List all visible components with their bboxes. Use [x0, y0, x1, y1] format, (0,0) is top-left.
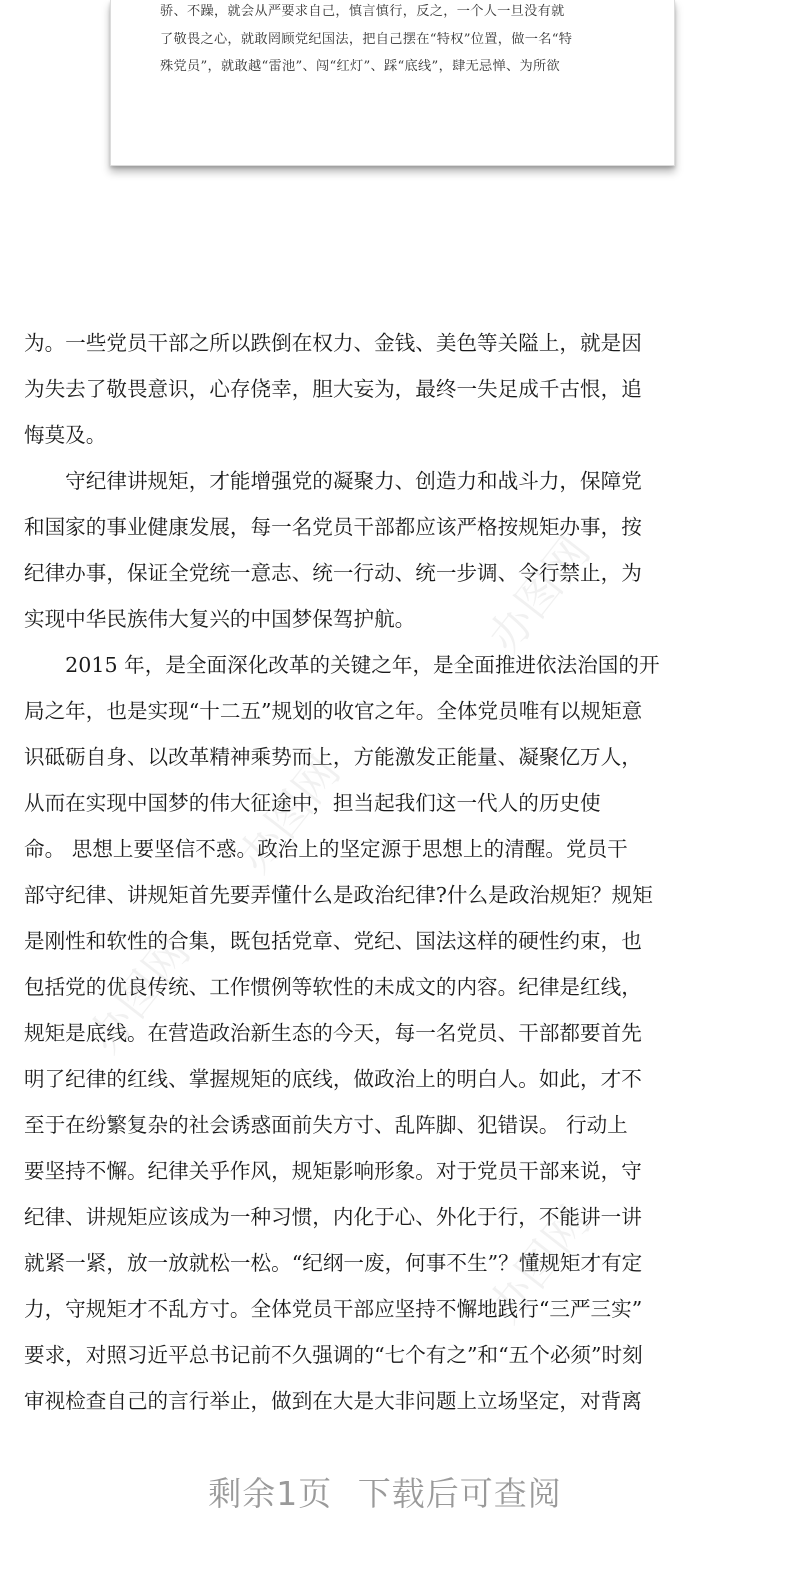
body-line: 纪律、讲规矩应该成为一种习惯，内化于心、外化于行，不能讲一讲: [24, 1205, 642, 1229]
watermark-logo: 办图网: [478, 1197, 601, 1333]
body-line: 至于在纷繁复杂的社会诱惑面前失方寸、乱阵脚、犯错误。 行动上: [24, 1113, 628, 1137]
body-line: 从而在实现中国梦的伟大征途中，担当起我们这一代人的历史使: [24, 791, 601, 815]
body-line: 规矩是底线。在营造政治新生态的今天，每一名党员、干部都要首先: [24, 1021, 642, 1045]
body-line: 为失去了敬畏意识，心存侥幸，胆大妄为，最终一失足成千古恨，追: [24, 377, 642, 401]
body-line: 识砥砺自身、以改革精神乘势而上，方能激发正能量、凝聚亿万人，: [24, 745, 642, 769]
body-line: 局之年，也是实现“十二五”规划的收官之年。全体党员唯有以规矩意: [24, 699, 643, 723]
document-body: [24, 320, 769, 1424]
body-line: 为。一些党员干部之所以跌倒在权力、金钱、美色等关隘上，就是因: [24, 331, 642, 355]
body-line: 审视检查自己的言行举止，做到在大是大非问题上立场坚定，对背离: [24, 1389, 642, 1413]
body-line: 明了纪律的红线、掌握规矩的底线，做政治上的明白人。如此，才不: [24, 1067, 642, 1091]
body-line: 守纪律讲规矩，才能增强党的凝聚力、创造力和战斗力，保障党: [24, 469, 642, 493]
preview-text-line: 殊党员”，就敢越“雷池”、闯“红灯”、踩“底线”，肆无忌惮、为所欲: [160, 59, 560, 74]
body-line: 和国家的事业健康发展，每一名党员干部都应该严格按规矩办事，按: [24, 515, 642, 539]
watermark-logo: 办图网: [478, 527, 601, 663]
watermark-logo: 办图网: [78, 927, 201, 1063]
remaining-pages-download-prompt[interactable]: 剩余1页 下载后可查阅: [208, 1474, 562, 1513]
preview-text-line: 骄、不躁，就会从严要求自己，慎言慎行，反之，一个人一旦没有就: [160, 4, 565, 19]
body-line: 纪律办事，保证全党统一意志、统一行动、统一步调、令行禁止，为: [24, 561, 642, 585]
preview-text-line: 了敬畏之心，就敢罔顾党纪国法，把自己摆在“特权”位置，做一名“特: [160, 31, 573, 47]
watermark-logo: 办图网: [228, 747, 351, 883]
body-line: 要坚持不懈。纪律关乎作风，规矩影响形象。对于党员干部来说，守: [24, 1159, 642, 1183]
body-line: 要求，对照习近平总书记前不久强调的“七个有之”和“五个必须”时刻: [24, 1343, 643, 1367]
body-line: 就紧一紧，放一放就松一松。“纪纲一废，何事不生”？懂规矩才有定: [24, 1251, 643, 1275]
preview-page-text: [160, 0, 635, 81]
body-line: 是刚性和软性的合集，既包括党章、党纪、国法这样的硬性约束，也: [24, 929, 642, 953]
body-line: 实现中华民族伟大复兴的中国梦保驾护航。: [24, 607, 416, 631]
body-line: 力，守规矩才不乱方寸。全体党员干部应坚持不懈地践行“三严三实”: [24, 1297, 643, 1321]
preview-page-card: [110, 0, 675, 166]
body-line: 2015 年，是全面深化改革的关键之年，是全面推进依法治国的开: [24, 653, 660, 677]
body-line: 部守纪律、讲规矩首先要弄懂什么是政治纪律?什么是政治规矩？规矩: [24, 883, 653, 907]
body-line: 包括党的优良传统、工作惯例等软性的未成文的内容。纪律是红线，: [24, 975, 642, 999]
body-line: 命。 思想上要坚信不惑。政治上的坚定源于思想上的清醒。党员干: [24, 837, 628, 861]
body-line: 悔莫及。: [24, 423, 107, 447]
